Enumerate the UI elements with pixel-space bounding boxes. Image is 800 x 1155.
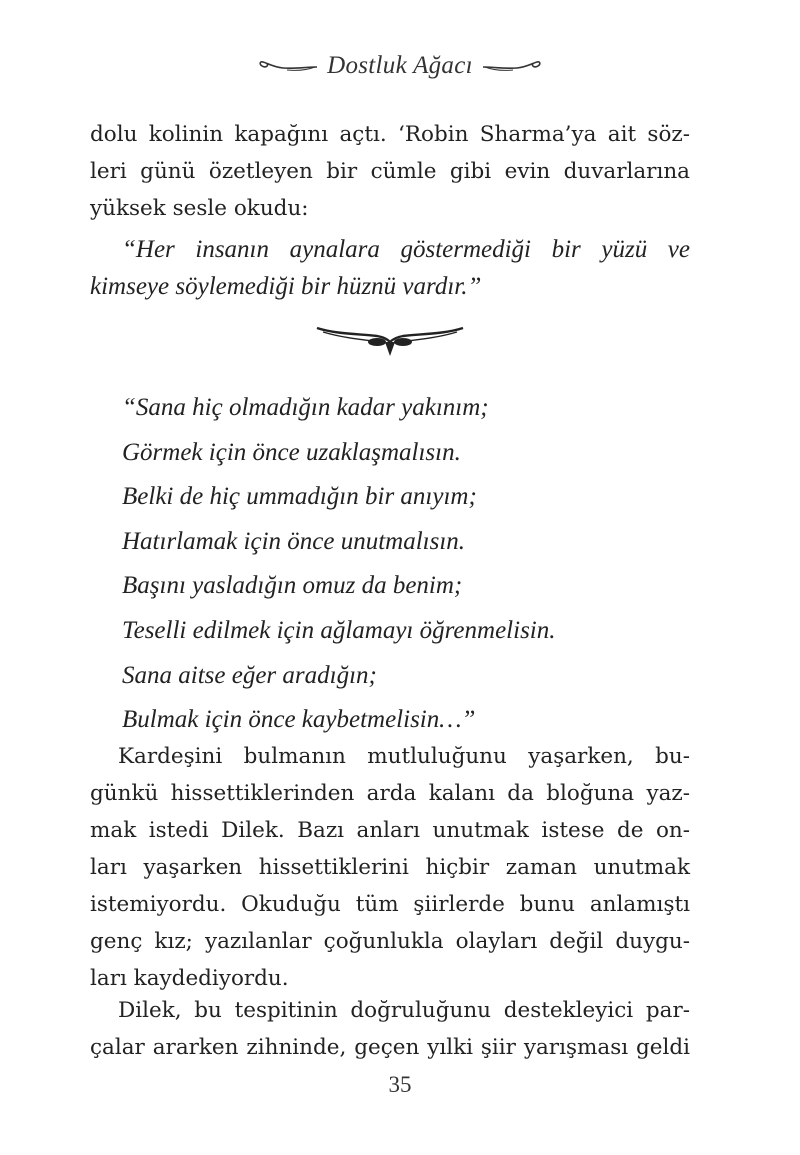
poem-block [122,386,682,743]
poem-line: Görmek için önce uzaklaşmalısın. [122,438,461,466]
text-line: istemiyordu. Okuduğu tüm şiirlerde bunu anlamıştı [90,892,690,917]
text-line: mak istedi Dilek. Bazı anları unutmak istese de on- [90,818,690,843]
poem-line: Belki de hiç ummadığın bir anıyım; [122,483,477,511]
poem-line: Bulmak için önce kaybetmelisin…” [122,706,476,734]
page-number: 35 [388,1072,412,1097]
paragraph-1 [90,738,690,997]
poem-line: “Sana hiç olmadığın kadar yakınım; [122,394,489,421]
text-line: Dilek, bu tespitinin doğruluğunu destekleyici par- [118,998,690,1023]
intro-paragraph [90,116,690,227]
text-line: ları kaydediyordu. [90,966,289,991]
quote-line: kimseye söylemediği bir hüznü vardır.” [90,273,482,300]
left-flourish-icon [257,54,319,78]
text-line: çalar ararken zihninde, geçen yılki şiir yarışması geldi [90,1035,690,1060]
text-line: dolu kolinin kapağını açtı. ‘Robin Sharma’ya ait söz- [90,122,690,147]
poem-line: Hatırlamak için önce unutmalısın. [122,527,466,555]
book-title: Dostluk Ağacı [327,52,473,79]
running-header [0,46,800,86]
text-line: günkü hissettiklerinden arda kalanı da bloğuna yaz- [90,781,690,806]
quote-line: “Her insanın aynalara göstermediği bir yüzü ve [122,236,690,263]
right-flourish-icon [481,54,543,78]
poem-line: Sana aitse eğer aradığın; [122,661,377,689]
paragraph-2 [90,992,690,1066]
text-line: leri günü özetleyen bir cümle gibi evin duvarlarına [90,159,690,184]
poem-line: Teselli edilmek için ağlamayı öğrenmelisin. [122,616,556,644]
ornamental-divider-icon [315,320,465,362]
text-line: ları yaşarken hissettiklerini hiçbir zaman unutmak [90,855,690,880]
text-line: genç kız; yazılanlar çoğunlukla olayları değil duygu- [90,929,690,954]
text-line: yüksek sesle okudu: [90,196,309,221]
poem-line: Başını yasladığın omuz da benim; [122,572,463,600]
quote-block [90,231,690,305]
text-line: Kardeşini bulmanın mutluluğunu yaşarken, bu- [118,744,690,769]
